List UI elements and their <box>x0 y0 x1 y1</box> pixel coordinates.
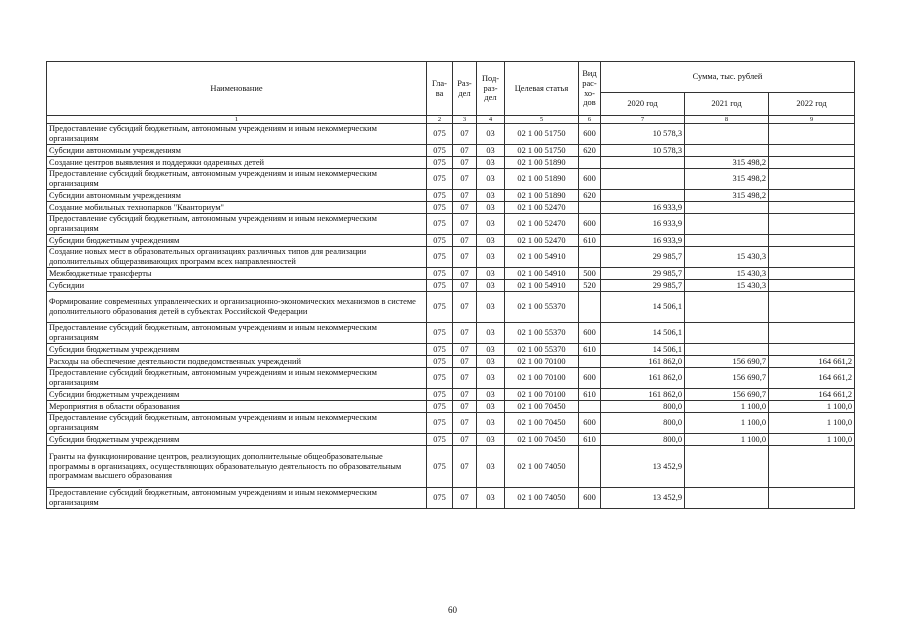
row-target-article: 02 1 00 51890 <box>505 157 579 169</box>
row-podrazdel: 03 <box>477 190 505 202</box>
row-expense-type: 500 <box>579 268 601 280</box>
row-sum-2021: 1 100,0 <box>685 434 769 446</box>
row-podrazdel: 03 <box>477 157 505 169</box>
row-sum-2022: 164 661,2 <box>769 368 855 389</box>
col-index: 3 <box>453 116 477 124</box>
row-razdel: 07 <box>453 344 477 356</box>
row-sum-2021: 156 690,7 <box>685 356 769 368</box>
column-index-row <box>47 116 855 124</box>
table-row <box>47 169 855 190</box>
row-target-article: 02 1 00 70450 <box>505 401 579 413</box>
row-podrazdel: 03 <box>477 356 505 368</box>
table-row <box>47 344 855 356</box>
row-sum-2022: 1 100,0 <box>769 434 855 446</box>
row-name: Предоставление субсидий бюджетным, автономным учреждениям и иным некоммерческим организациям <box>47 124 427 145</box>
row-razdel: 07 <box>453 190 477 202</box>
col-index: 5 <box>505 116 579 124</box>
budget-table <box>46 61 855 509</box>
row-target-article: 02 1 00 54910 <box>505 247 579 268</box>
table-row <box>47 413 855 434</box>
row-expense-type: 620 <box>579 190 601 202</box>
row-sum-2020: 16 933,9 <box>601 202 685 214</box>
row-sum-2020: 800,0 <box>601 434 685 446</box>
row-podrazdel: 03 <box>477 202 505 214</box>
row-podrazdel: 03 <box>477 145 505 157</box>
row-expense-type: 610 <box>579 235 601 247</box>
row-name: Создание новых мест в образовательных организациях различных типов для реализации дополнительных общеразвивающих программ всех направленностей <box>47 247 427 268</box>
row-glava: 075 <box>427 268 453 280</box>
row-target-article: 02 1 00 54910 <box>505 268 579 280</box>
row-podrazdel: 03 <box>477 268 505 280</box>
col-index: 9 <box>769 116 855 124</box>
row-expense-type: 610 <box>579 389 601 401</box>
row-sum-2022 <box>769 124 855 145</box>
row-razdel: 07 <box>453 389 477 401</box>
row-sum-2020: 13 452,9 <box>601 488 685 509</box>
row-razdel: 07 <box>453 292 477 323</box>
row-razdel: 07 <box>453 124 477 145</box>
row-name: Расходы на обеспечение деятельности подведомственных учреждений <box>47 356 427 368</box>
row-target-article: 02 1 00 70100 <box>505 368 579 389</box>
row-sum-2022 <box>769 292 855 323</box>
row-name: Предоставление субсидий бюджетным, автономным учреждениям и иным некоммерческим организациям <box>47 368 427 389</box>
row-razdel: 07 <box>453 280 477 292</box>
row-razdel: 07 <box>453 247 477 268</box>
row-sum-2021: 1 100,0 <box>685 413 769 434</box>
table-row <box>47 389 855 401</box>
row-expense-type <box>579 292 601 323</box>
row-sum-2022 <box>769 268 855 280</box>
table-row <box>47 292 855 323</box>
table-row <box>47 446 855 488</box>
row-sum-2020: 13 452,9 <box>601 446 685 488</box>
row-target-article: 02 1 00 54910 <box>505 280 579 292</box>
table-row <box>47 368 855 389</box>
table-row <box>47 247 855 268</box>
row-razdel: 07 <box>453 235 477 247</box>
row-sum-2022 <box>769 488 855 509</box>
row-razdel: 07 <box>453 202 477 214</box>
row-sum-2020: 14 506,1 <box>601 344 685 356</box>
row-sum-2020 <box>601 169 685 190</box>
row-expense-type: 600 <box>579 323 601 344</box>
row-sum-2021: 1 100,0 <box>685 401 769 413</box>
row-sum-2022 <box>769 202 855 214</box>
row-sum-2020: 10 578,3 <box>601 124 685 145</box>
row-razdel: 07 <box>453 401 477 413</box>
row-expense-type <box>579 446 601 488</box>
row-razdel: 07 <box>453 157 477 169</box>
table-row <box>47 235 855 247</box>
col-index: 1 <box>47 116 427 124</box>
row-podrazdel: 03 <box>477 344 505 356</box>
row-sum-2020: 10 578,3 <box>601 145 685 157</box>
row-glava: 075 <box>427 280 453 292</box>
row-sum-2021 <box>685 488 769 509</box>
table-row <box>47 214 855 235</box>
row-glava: 075 <box>427 368 453 389</box>
row-name: Предоставление субсидий бюджетным, автономным учреждениям и иным некоммерческим организациям <box>47 169 427 190</box>
row-podrazdel: 03 <box>477 401 505 413</box>
row-sum-2021 <box>685 214 769 235</box>
row-sum-2020: 161 862,0 <box>601 389 685 401</box>
row-expense-type: 600 <box>579 169 601 190</box>
row-expense-type: 600 <box>579 124 601 145</box>
row-glava: 075 <box>427 169 453 190</box>
page-number: 60 <box>448 605 457 615</box>
row-name: Предоставление субсидий бюджетным, автономным учреждениям и иным некоммерческим организациям <box>47 488 427 509</box>
col-index: 7 <box>601 116 685 124</box>
row-target-article: 02 1 00 51890 <box>505 169 579 190</box>
row-podrazdel: 03 <box>477 389 505 401</box>
row-razdel: 07 <box>453 434 477 446</box>
row-razdel: 07 <box>453 368 477 389</box>
row-glava: 075 <box>427 488 453 509</box>
row-sum-2021 <box>685 323 769 344</box>
row-sum-2020: 29 985,7 <box>601 268 685 280</box>
row-sum-2021: 15 430,3 <box>685 280 769 292</box>
row-name: Субсидии бюджетным учреждениям <box>47 389 427 401</box>
row-sum-2022 <box>769 145 855 157</box>
row-target-article: 02 1 00 70450 <box>505 413 579 434</box>
row-name: Создание мобильных технопарков "Кванториум" <box>47 202 427 214</box>
row-sum-2022 <box>769 190 855 202</box>
row-sum-2022: 164 661,2 <box>769 389 855 401</box>
row-glava: 075 <box>427 124 453 145</box>
row-sum-2022 <box>769 280 855 292</box>
row-podrazdel: 03 <box>477 323 505 344</box>
row-glava: 075 <box>427 356 453 368</box>
row-name: Межбюджетные трансферты <box>47 268 427 280</box>
row-expense-type: 520 <box>579 280 601 292</box>
row-target-article: 02 1 00 55370 <box>505 323 579 344</box>
table-row <box>47 401 855 413</box>
row-name: Субсидии бюджетным учреждениям <box>47 235 427 247</box>
row-name: Субсидии автономным учреждениям <box>47 145 427 157</box>
row-glava: 075 <box>427 292 453 323</box>
row-sum-2021: 15 430,3 <box>685 247 769 268</box>
row-sum-2022: 1 100,0 <box>769 413 855 434</box>
row-target-article: 02 1 00 52470 <box>505 235 579 247</box>
row-sum-2021: 156 690,7 <box>685 389 769 401</box>
row-sum-2021 <box>685 344 769 356</box>
row-sum-2021: 315 498,2 <box>685 169 769 190</box>
row-sum-2021 <box>685 145 769 157</box>
row-name: Формирование современных управленческих и организационно-экономических механизмов в системе дополнительного образования детей в субъектах Российской Федерации <box>47 292 427 323</box>
row-sum-2022: 164 661,2 <box>769 356 855 368</box>
row-glava: 075 <box>427 247 453 268</box>
table-row <box>47 190 855 202</box>
row-razdel: 07 <box>453 413 477 434</box>
row-razdel: 07 <box>453 356 477 368</box>
row-podrazdel: 03 <box>477 446 505 488</box>
row-target-article: 02 1 00 55370 <box>505 344 579 356</box>
row-podrazdel: 03 <box>477 368 505 389</box>
row-name: Гранты на функционирование центров, реализующих дополнительные общеобразовательные программы в организациях, осуществляющих образовательную деятельность по образовательным программам высшего образования <box>47 446 427 488</box>
row-expense-type <box>579 356 601 368</box>
row-podrazdel: 03 <box>477 434 505 446</box>
col-index: 8 <box>685 116 769 124</box>
col-header-year-2020: 2020 год <box>601 93 685 116</box>
table-row <box>47 145 855 157</box>
col-header-glava: Гла-ва <box>427 62 453 116</box>
row-sum-2021 <box>685 124 769 145</box>
table-header <box>47 62 855 124</box>
row-razdel: 07 <box>453 145 477 157</box>
row-sum-2020: 29 985,7 <box>601 280 685 292</box>
row-expense-type: 600 <box>579 488 601 509</box>
col-index: 2 <box>427 116 453 124</box>
row-target-article: 02 1 00 52470 <box>505 202 579 214</box>
row-sum-2021: 315 498,2 <box>685 157 769 169</box>
row-sum-2022 <box>769 235 855 247</box>
col-header-sum: Сумма, тыс. рублей <box>601 62 855 93</box>
row-sum-2022 <box>769 446 855 488</box>
row-razdel: 07 <box>453 488 477 509</box>
row-glava: 075 <box>427 344 453 356</box>
row-glava: 075 <box>427 446 453 488</box>
row-name: Мероприятия в области образования <box>47 401 427 413</box>
col-header-razdel: Раз-дел <box>453 62 477 116</box>
row-podrazdel: 03 <box>477 124 505 145</box>
row-expense-type <box>579 247 601 268</box>
row-name: Субсидии <box>47 280 427 292</box>
row-podrazdel: 03 <box>477 292 505 323</box>
row-sum-2022 <box>769 169 855 190</box>
col-index: 6 <box>579 116 601 124</box>
row-name: Субсидии автономным учреждениям <box>47 190 427 202</box>
row-expense-type <box>579 157 601 169</box>
row-target-article: 02 1 00 70100 <box>505 356 579 368</box>
col-header-year-2021: 2021 год <box>685 93 769 116</box>
row-sum-2022 <box>769 157 855 169</box>
row-sum-2022 <box>769 214 855 235</box>
row-razdel: 07 <box>453 214 477 235</box>
row-sum-2022 <box>769 344 855 356</box>
row-name: Субсидии бюджетным учреждениям <box>47 434 427 446</box>
row-sum-2020: 14 506,1 <box>601 323 685 344</box>
row-glava: 075 <box>427 413 453 434</box>
row-glava: 075 <box>427 323 453 344</box>
row-expense-type: 600 <box>579 413 601 434</box>
col-header-vid: Вид рас-хо-дов <box>579 62 601 116</box>
row-podrazdel: 03 <box>477 280 505 292</box>
row-sum-2021: 15 430,3 <box>685 268 769 280</box>
row-sum-2021: 315 498,2 <box>685 190 769 202</box>
row-razdel: 07 <box>453 446 477 488</box>
table-row <box>47 268 855 280</box>
row-expense-type: 610 <box>579 344 601 356</box>
row-razdel: 07 <box>453 268 477 280</box>
row-glava: 075 <box>427 190 453 202</box>
row-sum-2020: 14 506,1 <box>601 292 685 323</box>
col-header-year-2022: 2022 год <box>769 93 855 116</box>
row-expense-type: 600 <box>579 214 601 235</box>
row-name: Создание центров выявления и поддержки одаренных детей <box>47 157 427 169</box>
row-glava: 075 <box>427 202 453 214</box>
col-header-name: Наименование <box>47 62 427 116</box>
row-target-article: 02 1 00 74050 <box>505 488 579 509</box>
table-row <box>47 488 855 509</box>
table-row <box>47 280 855 292</box>
col-index: 4 <box>477 116 505 124</box>
col-header-podrazdel: Под-раз-дел <box>477 62 505 116</box>
row-name: Предоставление субсидий бюджетным, автономным учреждениям и иным некоммерческим организациям <box>47 323 427 344</box>
row-expense-type <box>579 202 601 214</box>
row-glava: 075 <box>427 214 453 235</box>
row-podrazdel: 03 <box>477 413 505 434</box>
row-sum-2022: 1 100,0 <box>769 401 855 413</box>
table-row <box>47 356 855 368</box>
table-row <box>47 323 855 344</box>
row-name: Субсидии бюджетным учреждениям <box>47 344 427 356</box>
row-podrazdel: 03 <box>477 488 505 509</box>
row-sum-2020: 16 933,9 <box>601 214 685 235</box>
row-sum-2021 <box>685 446 769 488</box>
row-podrazdel: 03 <box>477 214 505 235</box>
row-sum-2021 <box>685 202 769 214</box>
row-expense-type <box>579 401 601 413</box>
row-sum-2020: 800,0 <box>601 413 685 434</box>
row-sum-2021: 156 690,7 <box>685 368 769 389</box>
table-row <box>47 434 855 446</box>
row-target-article: 02 1 00 51750 <box>505 145 579 157</box>
table-row <box>47 202 855 214</box>
row-podrazdel: 03 <box>477 169 505 190</box>
table-row <box>47 124 855 145</box>
row-target-article: 02 1 00 52470 <box>505 214 579 235</box>
row-target-article: 02 1 00 51890 <box>505 190 579 202</box>
row-razdel: 07 <box>453 169 477 190</box>
col-header-target: Целевая статья <box>505 62 579 116</box>
row-glava: 075 <box>427 434 453 446</box>
row-razdel: 07 <box>453 323 477 344</box>
row-podrazdel: 03 <box>477 235 505 247</box>
row-sum-2020 <box>601 157 685 169</box>
row-glava: 075 <box>427 145 453 157</box>
row-glava: 075 <box>427 235 453 247</box>
row-sum-2020: 800,0 <box>601 401 685 413</box>
row-expense-type: 610 <box>579 434 601 446</box>
row-target-article: 02 1 00 74050 <box>505 446 579 488</box>
row-glava: 075 <box>427 389 453 401</box>
table-body <box>47 124 855 509</box>
row-target-article: 02 1 00 51750 <box>505 124 579 145</box>
row-sum-2021 <box>685 292 769 323</box>
row-target-article: 02 1 00 55370 <box>505 292 579 323</box>
row-target-article: 02 1 00 70450 <box>505 434 579 446</box>
row-sum-2020: 16 933,9 <box>601 235 685 247</box>
row-podrazdel: 03 <box>477 247 505 268</box>
row-name: Предоставление субсидий бюджетным, автономным учреждениям и иным некоммерческим организациям <box>47 413 427 434</box>
row-sum-2022 <box>769 247 855 268</box>
row-sum-2020 <box>601 190 685 202</box>
row-sum-2022 <box>769 323 855 344</box>
row-expense-type: 600 <box>579 368 601 389</box>
row-target-article: 02 1 00 70100 <box>505 389 579 401</box>
row-sum-2020: 29 985,7 <box>601 247 685 268</box>
table-row <box>47 157 855 169</box>
row-expense-type: 620 <box>579 145 601 157</box>
row-name: Предоставление субсидий бюджетным, автономным учреждениям и иным некоммерческим организациям <box>47 214 427 235</box>
row-glava: 075 <box>427 401 453 413</box>
row-glava: 075 <box>427 157 453 169</box>
row-sum-2020: 161 862,0 <box>601 368 685 389</box>
row-sum-2021 <box>685 235 769 247</box>
row-sum-2020: 161 862,0 <box>601 356 685 368</box>
